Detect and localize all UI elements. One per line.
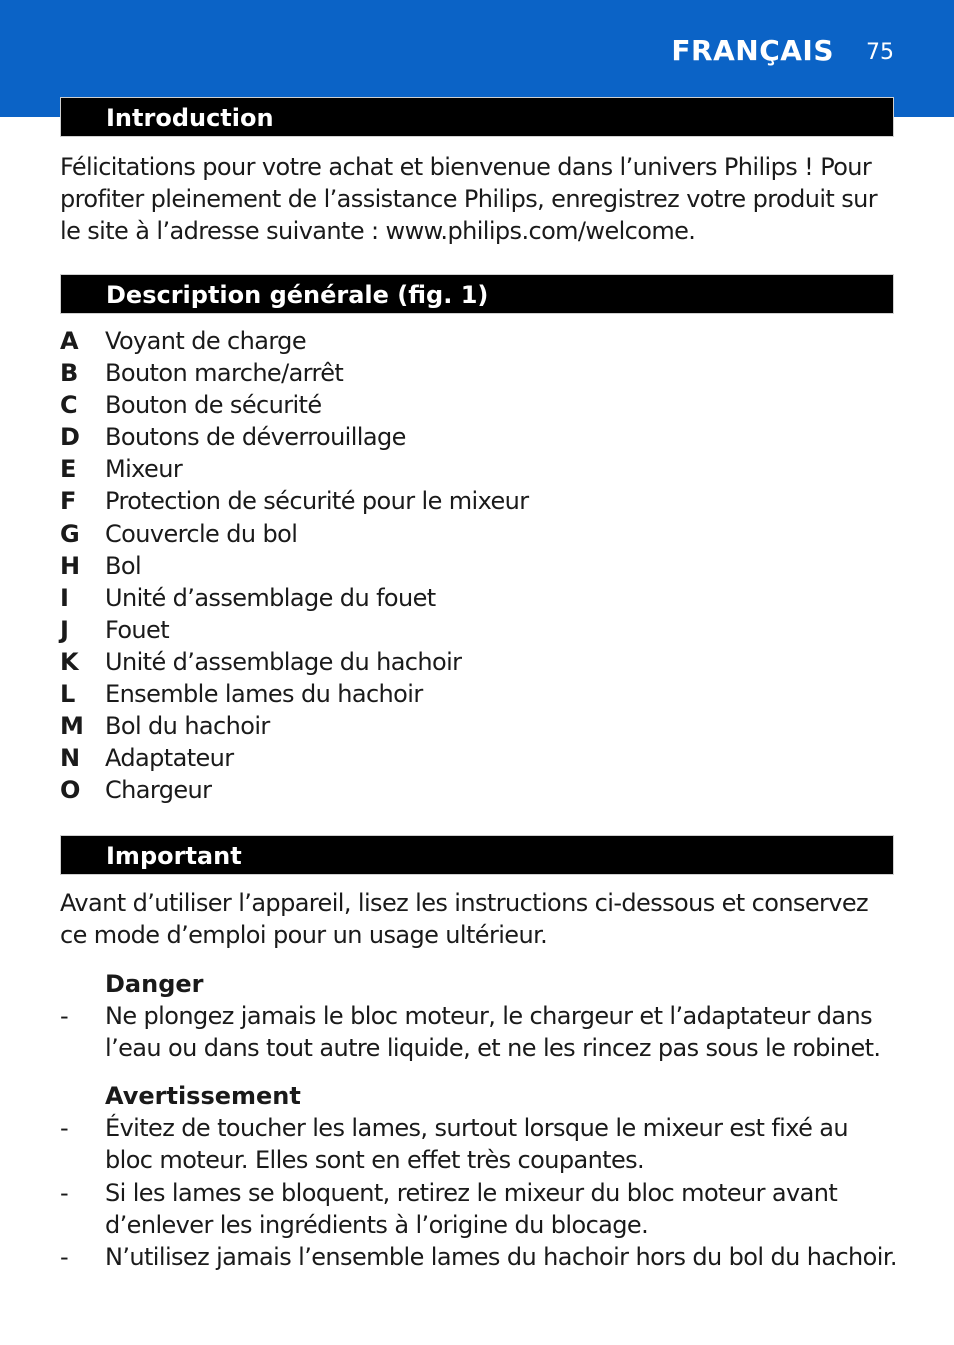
part-label: Adaptateur <box>105 744 234 773</box>
list-item <box>60 518 900 550</box>
bullet-dash: - <box>60 1114 69 1142</box>
part-letter: J <box>60 615 69 644</box>
section-title: Introduction <box>106 104 274 132</box>
part-label: Bouton de sécurité <box>105 391 322 420</box>
list-item <box>60 357 900 389</box>
part-letter: F <box>60 487 76 516</box>
list-item <box>60 742 900 774</box>
list-item <box>60 678 900 710</box>
section-header-introduction <box>60 97 894 137</box>
important-paragraph: Avant d’utiliser l’appareil, lisez les instructions ci-dessous et conservez ce mode d’emploi pour un usage ultérieur. <box>60 889 869 949</box>
intro-paragraph: Félicitations pour votre achat et bienvenue dans l’univers Philips ! Pour profiter pleinement de l’assistance Philips, enregistrez votre produit sur le site à l’adresse suivante : www.philips.com/welcome. <box>60 153 878 245</box>
part-label: Couvercle du bol <box>105 519 298 548</box>
part-label: Voyant de charge <box>105 327 306 355</box>
part-label: Unité d’assemblage du fouet <box>105 583 436 612</box>
list-item <box>60 485 900 517</box>
part-letter: H <box>60 551 80 580</box>
bullet-dash: - <box>60 1243 69 1271</box>
list-item <box>60 389 900 421</box>
parts-list <box>60 325 900 806</box>
part-letter: E <box>60 455 76 484</box>
part-label: Bol <box>105 551 142 580</box>
language-title: FRANÇAIS <box>671 34 834 67</box>
part-label: Protection de sécurité pour le mixeur <box>105 487 529 516</box>
part-label: Mixeur <box>105 455 183 484</box>
list-item <box>60 325 900 357</box>
part-letter: O <box>60 776 80 805</box>
part-letter: I <box>60 583 69 612</box>
list-item <box>60 550 900 582</box>
list-item <box>60 646 900 678</box>
bullet-text: N’utilisez jamais l’ensemble lames du hachoir hors du bol du hachoir. <box>105 1243 897 1271</box>
part-label: Fouet <box>105 615 170 644</box>
part-label: Ensemble lames du hachoir <box>105 680 423 709</box>
list-item <box>60 421 900 453</box>
danger-heading: Danger <box>105 970 204 998</box>
list-item <box>60 582 900 614</box>
bullet-text: Ne plongez jamais le bloc moteur, le chargeur et l’adaptateur dans l’eau ou dans tout autre liquide, et ne les rincez pas sous le robinet. <box>105 1002 881 1062</box>
list-item <box>60 614 900 646</box>
part-letter: A <box>60 327 78 355</box>
part-letter: M <box>60 712 84 741</box>
part-letter: N <box>60 744 80 773</box>
list-item <box>60 710 900 742</box>
bullet-dash: - <box>60 1179 69 1207</box>
bullet-text: Si les lames se bloquent, retirez le mixeur du bloc moteur avant d’enlever les ingrédients à l’origine du blocage. <box>105 1179 838 1239</box>
part-label: Unité d’assemblage du hachoir <box>105 647 462 676</box>
part-label: Chargeur <box>105 776 212 805</box>
part-label: Bol du hachoir <box>105 712 270 741</box>
section-header-description <box>60 274 894 314</box>
part-letter: C <box>60 391 78 420</box>
part-label: Bouton marche/arrêt <box>105 359 344 388</box>
section-title: Description générale (fig. 1) <box>106 281 489 309</box>
part-label: Boutons de déverrouillage <box>105 423 406 452</box>
part-letter: D <box>60 423 80 452</box>
bullet-dash: - <box>60 1002 69 1030</box>
part-letter: L <box>60 680 75 709</box>
section-header-important <box>60 835 894 875</box>
bullet-text: Évitez de toucher les lames, surtout lorsque le mixeur est fixé au bloc moteur. Elles sont en effet très coupantes. <box>105 1114 849 1174</box>
page-number: 75 <box>866 40 894 65</box>
warning-heading: Avertissement <box>105 1082 301 1110</box>
section-title: Important <box>106 842 242 870</box>
list-item <box>60 774 900 806</box>
part-letter: G <box>60 519 80 548</box>
part-letter: B <box>60 359 78 388</box>
list-item <box>60 453 900 485</box>
part-letter: K <box>60 647 78 676</box>
